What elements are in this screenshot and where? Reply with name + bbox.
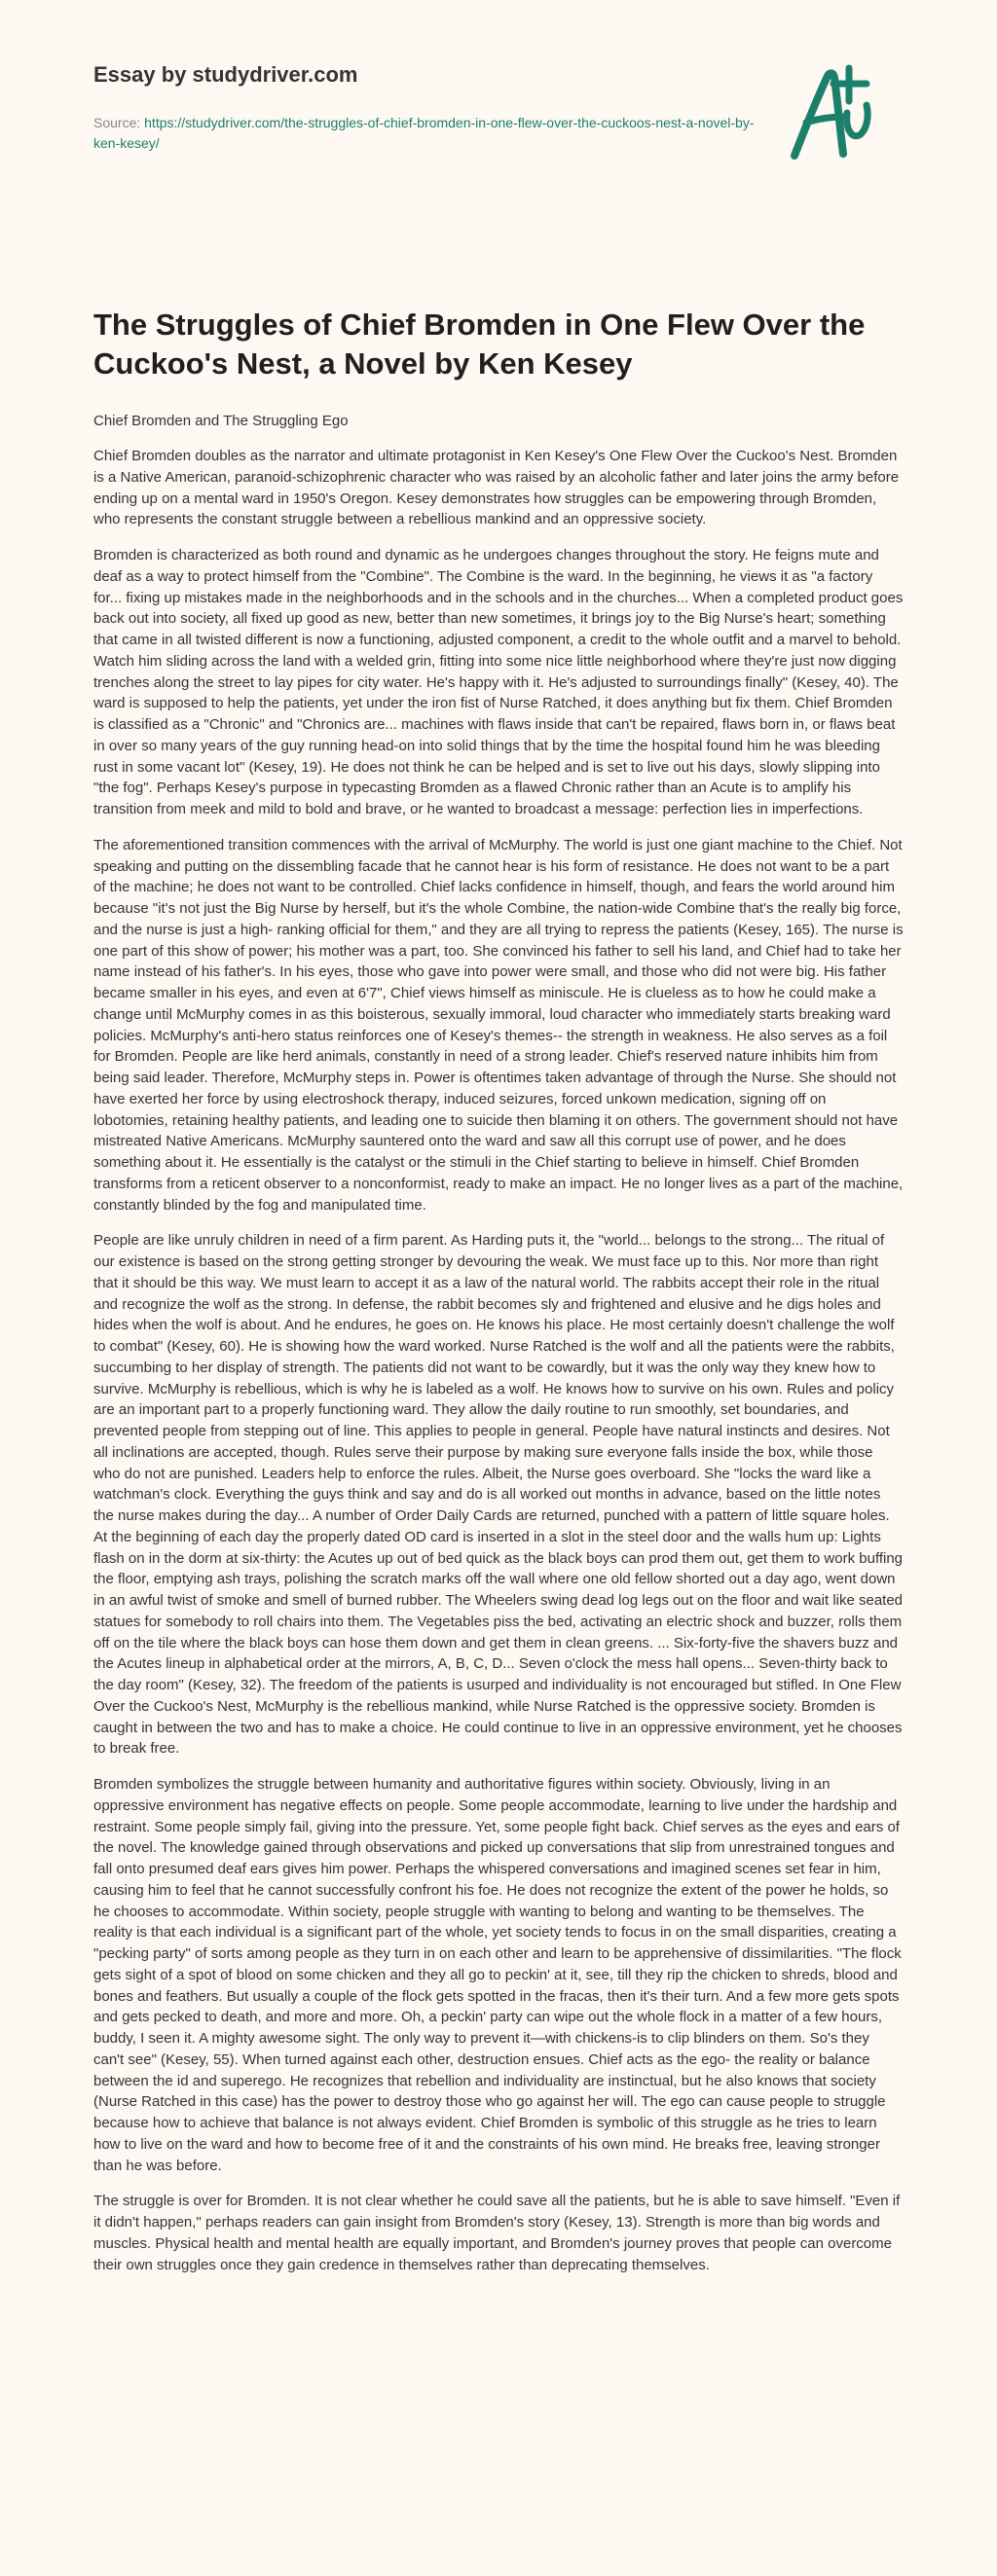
essay-paragraph: The struggle is over for Bromden. It is not clear whether he could save all the patients, but he is able to save himself. "Even if it didn't happen," perhaps readers can gain insight from Bromden's story (Kesey, 13). Strength is more than big words and muscles. Physical health and mental health are equally important, and Bromden's journey proves that people can overcome their own struggles once they gain credence in themselves rather than deprecating themselves. (93, 2193, 901, 2273)
studydriver-a-plus-logo[interactable] (789, 62, 878, 163)
essay-subtitle: Chief Bromden and The Struggling Ego (93, 413, 349, 429)
essay-paragraph: Bromden symbolizes the struggle between humanity and authoritative figures within society. Obviously, living in an oppressive environment has negative effects on people. Some people accommodate, learning to live under the hardship and restraint. Some people simply fail, giving into the pressure. Yet, some people fight back. Chief serves as the eyes and ears of the novel. The knowledge gained through observations and picked up conversations that slip from unrestrained tongues and fall onto presumed deaf ears gives him power. Perhaps the whispered conversations and imagined scenes set fear in him, causing him to feel that he cannot successfully confront his foe. He does not recognize the extent of the power he holds, so he chooses to accommodate. Within society, people struggle with wanting to belong and wanting to be themselves. The reality is that each individual is a significant part of the whole, yet society tends to focus in on the small disparities, creating a "pecking party" of sorts among people as they turn in on each other and learn to be apprehensive of dissimilarities. "The flock gets sight of a spot of blood on some chicken and they all go to peckin' at it, see, till they rip the chicken to shreds, blood and bones and feathers. But usually a couple of the flock gets spotted in the fracas, then it's their turn. And a few more gets spots and gets pecked to death, and more and more. Oh, a peckin' party can wipe out the whole flock in a matter of a few hours, buddy, I seen it. A mighty awesome sight. The only way to prevent it—with chickens-is to clip blinders on them. So's they can't see" (Kesey, 55). When turned against each other, destruction ensues. Chief acts as the ego- the reality or balance between the id and superego. He recognizes that rebellion and individuality are instinctual, but he also knows that society (Nurse Ratched in this case) has the power to destroy those who go against her will. The ego can cause people to struggle because how to achieve that balance is not always evident. Chief Bromden is symbolic of this struggle as he tries to learn how to live on the ward and how to become free of it and the constraints of his own mind. He breaks free, leaving stronger than he was before. (93, 1776, 902, 2174)
essay-title: The Struggles of Chief Bromden in One Flew Over the Cuckoo's Nest, a Novel by Ken Kesey (93, 308, 866, 381)
source-link[interactable]: https://studydriver.com/the-struggles-of-chief-bromden-in-one-flew-over-the-cuckoos-nest-a-novel-by-ken-kesey/ (93, 115, 755, 151)
essay-paragraph: Chief Bromden doubles as the narrator and ultimate protagonist in Ken Kesey's One Flew Over the Cuckoo's Nest. Bromden is a Native American, paranoid-schizophrenic character who was raised by an alcoholic father and later joins the army before ending up on a mental ward in 1950's Oregon. Kesey demonstrates how struggles can be empowering through Bromden, who represents the constant struggle between a rebellious mankind and an oppressive society. (93, 448, 900, 528)
essay-paragraph: Bromden is characterized as both round and dynamic as he undergoes changes throughout the story. He feigns mute and deaf as a way to protect himself from the "Combine". The Combine is the ward. In the beginning, he views it as "a factory for... fixing up mistakes made in the neighborhoods and in the schools and in the churches... When a completed product goes back out into society, all fixed up good as new, better than new sometimes, it brings joy to the Big Nurse's heart; something that came in all twisted different is now a functioning, adjusted component, a credit to the whole outfit and a marvel to behold. Watch him sliding across the land with a welded grin, fitting into some nice little neighborhood where they're just now digging trenches along the street to lay pipes for city water. He's happy with it. He's adjusted to surroundings finally" (Kesey, 40). The ward is supposed to help the patients, yet under the iron fist of Nurse Ratched, it does anything but fix them. Chief Bromden is classified as a "Chronic" and "Chronics are... machines with flaws inside that can't be repaired, flaws born in, or flaws beat in over so many years of the guy running head-on into solid things that by the time the hospital found him he was bleeding rust in some vacant lot" (Kesey, 19). He does not think he can be helped and is set to live out his days, slowly slipping into "the fog". Perhaps Kesey's purpose in typecasting Bromden as a flawed Chronic rather than an Acute is to amplify his transition from meek and mild to bold and brave, or he wanted to broadcast a message: perfection lies in imperfections. (93, 547, 904, 817)
source-label: Source: (93, 115, 145, 130)
source-line (93, 113, 775, 154)
site-title: Essay by studydriver.com (93, 62, 358, 87)
essay-paragraph: The aforementioned transition commences with the arrival of McMurphy. The world is just one giant machine to the Chief. Not speaking and putting on the dissembling facade that he cannot hear is his form of resistance. He does not want to be a part of the machine; he does not want to be controlled. Chief lacks confidence in himself, though, and fears the world around him because "it's not just the Big Nurse by herself, but it's the whole Combine, the nation-wide Combine that's the really big force, and the nurse is just a high- ranking official for them," and they are all trying to repress the patients (Kesey, 165). The nurse is one part of this show of power; his mother was a part, too. She convinced his father to sell his land, and Chief had to take her name instead of his father's. In his eyes, those who gave into power were small, and those who did not were big. His father became smaller in his eyes, and even at 6'7", Chief views himself as miniscule. He is clueless as to how he could make a change until McMurphy comes in as this boisterous, sexually immoral, loud character who immediately starts breaking ward policies. McMurphy's anti-hero status reinforces one of Kesey's themes-- the strength in weakness. He also serves as a foil for Bromden. People are like herd animals, constantly in need of a strong leader. Chief's reserved nature inhibits him from being said leader. Therefore, McMurphy steps in. Power is oftentimes taken advantage of through the Nurse. She should not have exerted her force by using electroshock therapy, induced seizures, forced unkown medication, signing off on lobotomies, retaining healthy patients, and leading one to suicide then blaming it on others. The government should not have mistreated Native Americans. McMurphy sauntered onto the ward and saw all this corrupt use of power, and he does something about it. He essentially is the catalyst or the stimuli in the Chief starting to believe in himself. Chief Bromden transforms from a reticent observer to a nonconformist, ready to make an impact. He no longer lives as a part of the machine, constantly blinded by the fog and manipulated time. (93, 836, 904, 1214)
essay-paragraph: People are like unruly children in need of a firm parent. As Harding puts it, the "world... belongs to the strong... The ritual of our existence is based on the strong getting stronger by devouring the weak. We must face up to this. Nor more than right that it should be this way. We must learn to accept it as a law of the natural world. The rabbits accept their role in the ritual and recognize the wolf as the strong. In defense, the rabbit becomes sly and frightened and elusive and he digs holes and hides when the wolf is about. And he endures, he goes on. He knows his place. He most certainly doesn't challenge the wolf to combat" (Kesey, 60). He is showing how the ward worked. Nurse Ratched is the wolf and all the patients were the rabbits, succumbing to her display of strength. The patients did not want to be cowardly, but it was the only way they knew how to survive. McMurphy is rebellious, which is why he is labeled as a wolf. He knows how to survive on his own. Rules and policy are an important part to a properly functioning ward. They allow the daily routine to run smoothly, set boundaries, and prevented people from stepping out of line. This applies to people in general. People have natural instincts and desires. Not all inclinations are accepted, though. Rules serve their purpose by making sure everyone falls inside the box, while those who do not are punished. Leaders help to enforce the rules. Albeit, the Nurse goes overboard. She "locks the ward like a watchman's clock. Everything the guys think and say and do is all worked out months in advance, based on the little notes the nurse makes during the day... A number of Order Daily Cards are returned, punched with a pattern of little square holes. At the beginning of each day the properly dated OD card is inserted in a slot in the steel door and the walls hum up: Lights flash on in the dorm at six-thirty: the Acutes up out of bed quick as the black boys can prod them out, get them to work buffing the floor, emptying ash trays, polishing the scratch marks off the wall where one old fellow shorted out a day ago, went down in an awful twist of smoke and smell of burned rubber. The Wheelers swing dead log legs out on the floor and wait like seated statues for somebody to roll chairs into them. The Vegetables piss the bed, activating an electric shock and buzzer, rolls them off on the tile where the black boys can hose them down and get them in clean greens. ... Six-forty-five the shavers buzz and the Acutes lineup in alphabetical order at the mirrors, A, B, C, D... Seven o'clock the mess hall opens... Seven-thirty back to the day room" (Kesey, 32). The freedom of the patients is usurped and individuality is not encouraged but stifled. In One Flew Over the Cuckoo's Nest, McMurphy is the rebellious mankind, while Nurse Ratched is the oppressive society. Bromden is caught in between the two and has to make a choice. He could continue to live in an oppressive environment, yet he chooses to break free. (93, 1232, 904, 1758)
page-header (0, 0, 997, 208)
essay-body (0, 306, 997, 2275)
